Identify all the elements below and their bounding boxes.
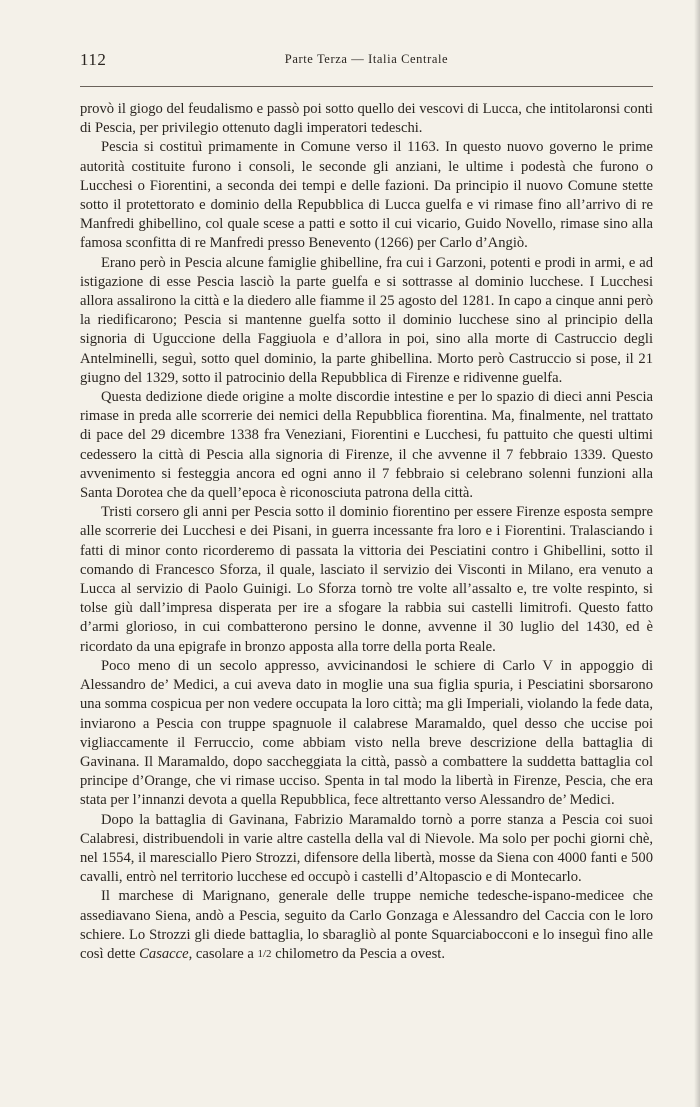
paragraph: Poco meno di un secolo appresso, avvicinandosi le schiere di Carlo V in appoggio di Alessandro de’ Medici, a cui aveva dato in moglie una sua figlia spuria, i Pesciatini sborsarono una somma cospicua per non vedere occupata la loro città; ma gli Imperiali, violando la fede data, inviarono a Pescia con truppe spagnuole il calabrese Maramaldo, quel desso che uccise poi vigliaccamente il Ferruccio, come abbiam visto nella breve descrizione della battaglia di Gavinana. Il Maramaldo, dopo saccheggiata la città, passò a combattere la suddetta battaglia col principe d’Orange, che vi rimase ucciso. Spenta in tal modo la libertà in Firenze, Pescia, che era stata per l’innanzi devota a quella Repubblica, fece altrettanto verso Alessandro de’ Medici. [80, 657, 653, 809]
paragraph: Erano però in Pescia alcune famiglie ghibelline, fra cui i Garzoni, potenti e prodi in armi, e ad istigazione di esse Pescia lasciò la parte guelfa e si sottrasse al dominio lucchese. I Lucchesi allora assalirono la città e la diedero alle fiamme il 25 agosto del 1281. In capo a cinque anni però la riedificarono; Pescia si mantenne guelfa sotto il dominio lucchese sino al principio della signoria di Uguccione della Faggiuola e d’allora in poi, sino alla morte di Castruccio degli Antelminelli, seguì, sotto quel dominio, la parte ghibellina. Morto però Castruccio si pose, il 21 giugno del 1329, sotto il patrocinio della Repubblica di Firenze e ridivenne guelfa. [80, 254, 653, 386]
paragraph: provò il giogo del feudalismo e passò poi sotto quello dei vescovi di Lucca, che intitolaronsi conti di Pescia, per privilegio ottenuto dagli imperatori tedeschi. [80, 101, 653, 137]
paragraph-last [80, 887, 653, 964]
paragraph: Pescia si costituì primamente in Comune verso il 1163. In questo nuovo governo le prime autorità costituite furono i consoli, le seconde gli anziani, le ultime i podestà che furono o Lucchesi o Fiorentini, a seconda dei tempi e delle fazioni. Da principio il nuovo Comune stette sotto il protettorato e dominio della Repubblica di Lucca guelfa e vi rimase fino all’arrivo di re Manfredi ghibellino, col quale scese a patti e sotto il cui vicario, Guido Novello, rimase sino alla famosa sconfitta di re Manfredi presso Benevento (1266) per Carlo d’Angiò. [80, 139, 653, 252]
paragraph: Tristi corsero gli anni per Pescia sotto il dominio fiorentino per essere Firenze esposta sempre alle scorrerie dei Lucchesi e dei Pisani, in guerra incessante fra loro e i Fiorentini. Tralasciando i fatti di minor conto ricorderemo di passata la vittoria dei Pesciatini contro i Ghibellini, sotto il comando di Francesco Sforza, il quale, lasciato il servizio dei Visconti in Milano, era venuto a Lucca al servizio di Paolo Guinigi. Lo Sforza tornò tre volte all’assalto e, tre volte respinto, si tolse giù dall’impresa disperata per ire a sfogare la rabbia sui castelli limitrofi. Questo fatto d’armi glorioso, in cui combatterono persino le donne, avvenne il 30 luglio del 1430, ed è ricordato da una epigrafe in bronzo apposta alla torre della porta Reale. [80, 504, 653, 655]
page-edge-shadow [694, 0, 700, 1107]
paragraph: Dopo la battaglia di Gavinana, Fabrizio Maramaldo tornò a porre stanza a Pescia coi suoi Calabresi, distribuendoli in varie altre castella della val di Nievole. Ma solo per pochi giorni chè, nel 1554, il maresciallo Piero Strozzi, difensore della libertà, mosse da Siena con 4000 fanti e 500 cavalli, entrò nel territorio lucchese ed occupò i castelli d’Altopascio e di Montecarlo. [80, 811, 653, 886]
page-number: 112 [80, 50, 107, 69]
paragraph-text: chilometro da Pescia a ovest. [271, 945, 446, 962]
body-text [80, 100, 653, 964]
paragraph: Questa dedizione diede origine a molte discordie intestine e per lo spazio di dieci anni Pescia rimase in preda alle scorrerie dei nemici della Repubblica fiorentina. Ma, finalmente, nel trattato di pace del 29 dicembre 1338 fra Veneziani, Fiorentini e Lucchesi, fu pattuito che questi ultimi cedessero la città di Pescia alla signoria di Firenze, il che avvenne il 7 febbraio 1339. Questo avvenimento si festeggia ancora ed ogni anno il 7 febbraio si celebrano solenni funzioni alla Santa Dorotea che da quell’epoca è riconosciuta patrona della città. [80, 389, 653, 502]
italic-place-name: Casacce [139, 945, 189, 962]
fraction: 1/2 [257, 947, 272, 960]
running-title: Parte Terza — Italia Centrale [284, 52, 449, 66]
paragraph-text: Il marchese di Marignano, generale delle truppe nemiche tedesche-ispano-medicee che assediavano Siena, andò a Pescia, seguito da Carlo Gonzaga e Alessandro del Caccia con le loro schiere. Lo Strozzi gli diede battaglia, lo sbaragliò al ponte Squarciabocconi e lo inseguì fino alle così dette [80, 888, 653, 962]
paragraph-text: , casolare a [188, 945, 258, 962]
page-header [80, 50, 653, 74]
header-rule [80, 86, 653, 87]
